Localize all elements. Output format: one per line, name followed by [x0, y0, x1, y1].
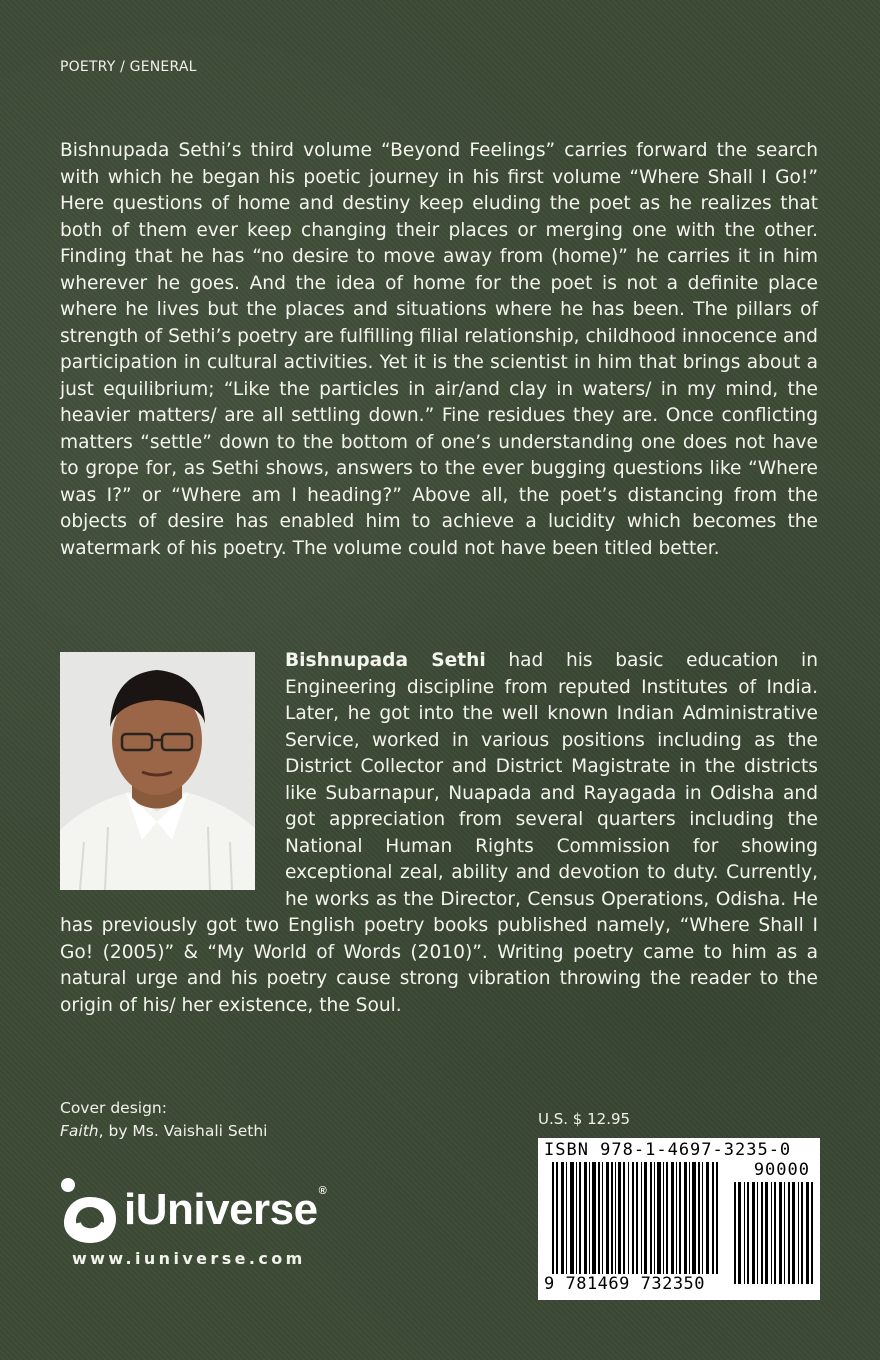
- price: U.S. $ 12.95: [538, 1110, 631, 1128]
- book-blurb: Bishnupada Sethi’s third volume “Beyond Feelings” carries forward the search with which he began his poetic journey in his first volume “Where Shall I Go!” Here questions of home and destiny keep eluding the poet as he realizes that both of them ever keep changing their places or merging one with the other. Finding that he has “no desire to move away from (home)” he carries it in him wherever he goes. And the idea of home for the poet is not a definite place where he lives but the places and situations where he has been. The pillars of strength of Sethi’s poetry are fulfilling filial relationship, childhood innocence and participation in cultural activities. Yet it is the scientist in him that brings about a just equilibrium; “Like the particles in air/and clay in waters/ in my mind, the heavier matters/ are all settling down.” Fine residues they are. Once conflicting matters “settle” down to the bottom of one’s understanding one does not have to grope for, as Sethi shows, answers to the ever bugging questions like “Where was I?” or “Where am I heading?” Above all, the poet’s distancing from the objects of desire has enabled him to achieve a lucidity which becomes the watermark of his poetry. The volume could not have been titled better.: [60, 140, 818, 559]
- publisher-wordmark: [124, 1185, 326, 1235]
- author-bio-text: had his basic education in Engineering discipline from reputed Institutes of India. Later, he got into the well known Indian Administrative Service, worked in various positions including as the District Collector and District Magistrate in the districts like Subarnapur, Nuapada and Rayagada in Odisha and got appreciation from several quarters including the National Human Rights Commission for showing exceptional zeal, ability and devotion to duty. Currently, he works as the Director, Census Operations, Odisha. He has previously got two English poetry books published namely, “Where Shall I Go! (2005)” & “My World of Words (2010)”. Writing poetry came to him as a natural urge and his poetry cause strong vibration throwing the reader to the origin of his/ her existence, the Soul.: [60, 650, 818, 1016]
- cover-credit-label: Cover design:: [60, 1099, 167, 1117]
- cover-art-title: Faith: [60, 1122, 99, 1140]
- barcode-addon-bars: [734, 1182, 814, 1284]
- publisher-logo: [60, 1175, 350, 1245]
- iuniverse-logo-icon: [60, 1175, 120, 1245]
- ean-digits: 9 781469 732350: [542, 1274, 734, 1298]
- publisher-url[interactable]: www.iuniverse.com: [72, 1249, 306, 1268]
- author-bio: [60, 648, 818, 1019]
- cover-artist: , by Ms. Vaishali Sethi: [98, 1122, 268, 1140]
- publisher-name: iUniverse: [124, 1185, 318, 1234]
- barcode-main-bars: [552, 1162, 722, 1284]
- registered-mark: ®: [318, 1185, 327, 1197]
- cover-credit: [60, 1097, 267, 1143]
- barcode: [538, 1138, 820, 1300]
- barcode-addon-digits: 90000: [753, 1160, 810, 1180]
- author-name: Bishnupada Sethi: [285, 650, 486, 671]
- category-label: POETRY / GENERAL: [60, 59, 197, 75]
- isbn-number: ISBN 978-1-4697-3235-0: [544, 1140, 792, 1160]
